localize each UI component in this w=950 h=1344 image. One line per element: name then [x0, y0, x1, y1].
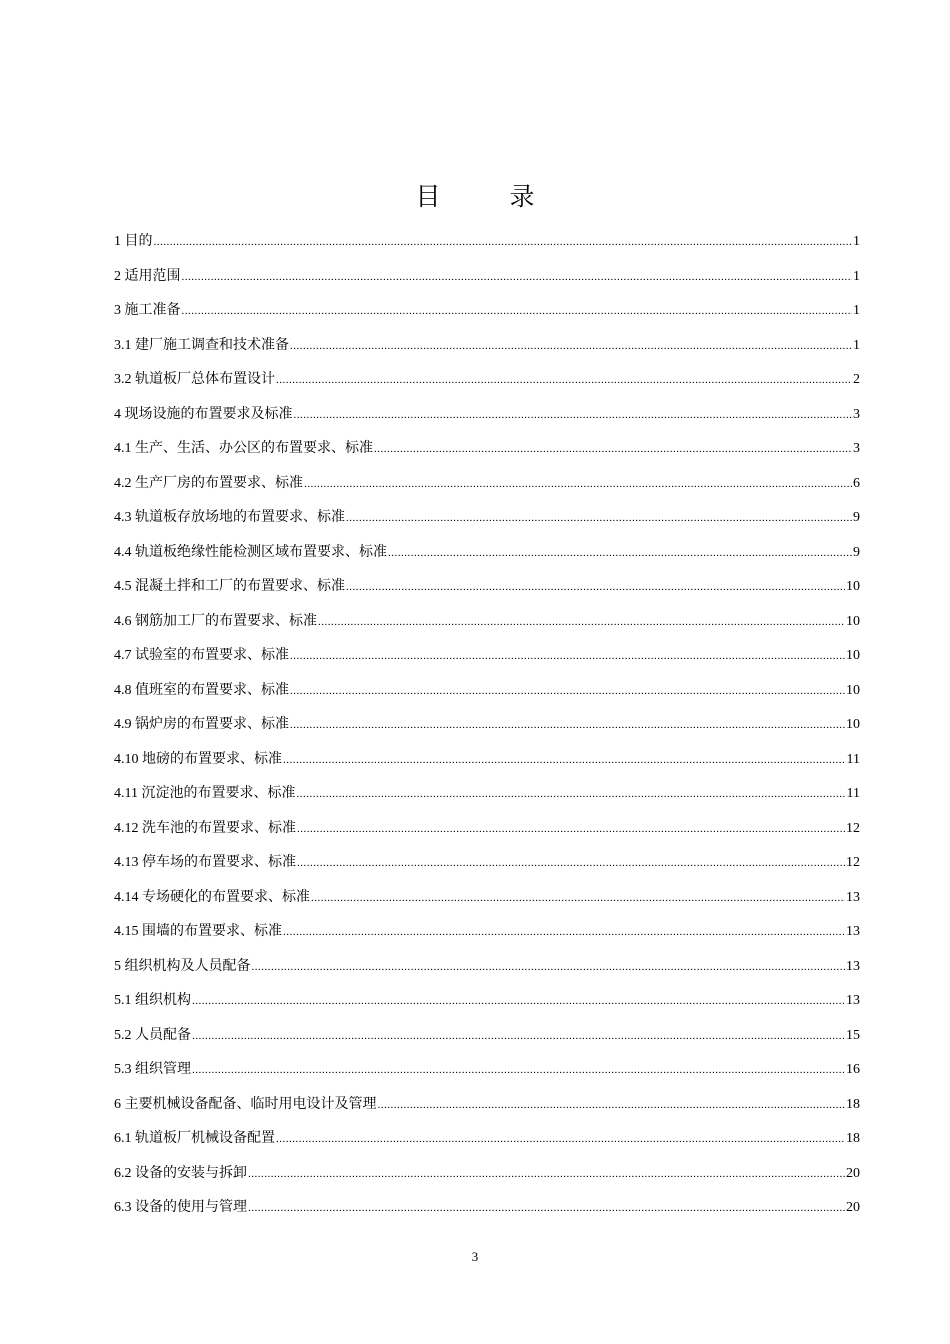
toc-entry-label: 1 目的	[114, 234, 153, 249]
toc-dot-leader	[346, 505, 852, 531]
toc-entry[interactable]	[114, 954, 860, 989]
toc-entry[interactable]	[114, 712, 860, 747]
toc-entry-page: 11	[846, 786, 860, 801]
toc-entry-page: 3	[853, 441, 860, 456]
toc-entry-page: 6	[853, 475, 860, 491]
toc-entry[interactable]	[114, 1092, 860, 1127]
toc-entry[interactable]	[114, 919, 860, 954]
toc-dot-leader	[182, 298, 853, 324]
toc-entry-page: 20	[846, 1165, 860, 1181]
toc-entry[interactable]	[114, 988, 860, 1023]
toc-dot-leader	[276, 1126, 845, 1152]
toc-entry[interactable]	[114, 643, 860, 678]
toc-entry-label: 5.3 组织管理	[114, 1062, 191, 1077]
toc-dot-leader	[346, 574, 845, 600]
toc-entry-page: 9	[853, 544, 860, 560]
toc-entry[interactable]	[114, 781, 860, 816]
toc-entry[interactable]	[114, 1161, 860, 1196]
toc-entry-label: 4.5 混凝土拌和工厂的布置要求、标准	[114, 579, 345, 594]
toc-entry[interactable]	[114, 885, 860, 920]
toc-entry-label: 6 主要机械设备配备、临时用电设计及管理	[114, 1096, 377, 1112]
toc-entry-page: 10	[846, 613, 860, 629]
toc-entry-page: 11	[846, 751, 860, 767]
toc-entry[interactable]	[114, 1057, 860, 1092]
toc-dot-leader	[297, 850, 845, 876]
toc-entry-label: 3.2 轨道板厂总体布置设计	[114, 372, 275, 387]
toc-entry[interactable]	[114, 229, 860, 264]
page-number: 3	[471, 1249, 479, 1264]
toc-entry-page: 12	[846, 820, 860, 836]
toc-entry[interactable]	[114, 298, 860, 333]
toc-entry-page: 1	[853, 337, 860, 353]
toc-entry-label: 6.3 设备的使用与管理	[114, 1200, 247, 1215]
toc-entry-label: 2 适用范围	[114, 268, 181, 284]
toc-entry[interactable]	[114, 1195, 860, 1230]
toc-dot-leader	[248, 1161, 845, 1187]
toc-entry-page: 20	[846, 1200, 860, 1215]
toc-entry-page: 2	[853, 372, 860, 387]
toc-entry-page: 16	[846, 1062, 860, 1077]
toc-dot-leader	[252, 954, 846, 980]
toc-entry[interactable]	[114, 747, 860, 782]
toc-entry-label: 4.8 值班室的布置要求、标准	[114, 682, 289, 698]
toc-entry-label: 4.4 轨道板绝缘性能检测区域布置要求、标准	[114, 544, 387, 560]
toc-dot-leader	[182, 264, 853, 290]
toc-entry-page: 3	[853, 406, 860, 422]
toc-entry-page: 13	[846, 889, 860, 905]
toc-entry[interactable]	[114, 850, 860, 885]
toc-entry-label: 6.2 设备的安装与拆卸	[114, 1165, 247, 1181]
toc-dot-leader	[290, 678, 845, 704]
toc-dot-leader	[290, 712, 845, 738]
toc-dot-leader	[297, 816, 845, 842]
toc-entry[interactable]	[114, 367, 860, 402]
toc-entry-page: 13	[846, 958, 860, 974]
toc-dot-leader	[304, 471, 852, 497]
toc-entry-label: 4.10 地磅的布置要求、标准	[114, 751, 282, 767]
toc-entry[interactable]	[114, 264, 860, 299]
toc-dot-leader	[283, 919, 845, 945]
toc-entry-page: 10	[846, 579, 860, 594]
toc-dot-leader	[290, 333, 852, 359]
toc-entry-page: 9	[853, 510, 860, 525]
toc-entry[interactable]	[114, 609, 860, 644]
toc-dot-leader	[283, 747, 846, 773]
toc-entry-page: 1	[853, 268, 860, 284]
toc-entry-page: 10	[846, 682, 860, 698]
toc-dot-leader	[294, 402, 853, 428]
toc-entry-page: 1	[853, 234, 860, 249]
toc-dot-leader	[318, 609, 845, 635]
toc-entry-label: 6.1 轨道板厂机械设备配置	[114, 1131, 275, 1146]
toc-entry-label: 4.7 试验室的布置要求、标准	[114, 648, 289, 663]
toc-dot-leader	[388, 540, 852, 566]
toc-dot-leader	[154, 229, 853, 255]
toc-entry-label: 4.12 洗车池的布置要求、标准	[114, 820, 296, 836]
toc-entry-page: 1	[853, 303, 860, 318]
toc-entry-label: 4.11 沉淀池的布置要求、标准	[114, 786, 296, 801]
toc-entry-page: 18	[846, 1131, 860, 1146]
table-of-contents	[114, 229, 860, 1230]
toc-dot-leader	[378, 1092, 846, 1118]
toc-dot-leader	[311, 885, 845, 911]
toc-dot-leader	[296, 781, 845, 807]
toc-dot-leader	[192, 988, 845, 1014]
toc-entry-label: 3.1 建厂施工调查和技术准备	[114, 337, 289, 353]
toc-entry[interactable]	[114, 574, 860, 609]
page-title: 目 录	[415, 182, 557, 211]
toc-entry-label: 4.1 生产、生活、办公区的布置要求、标准	[114, 441, 373, 456]
toc-entry-label: 4.14 专场硬化的布置要求、标准	[114, 889, 310, 905]
toc-entry[interactable]	[114, 1126, 860, 1161]
toc-entry-label: 4 现场设施的布置要求及标准	[114, 406, 293, 422]
toc-entry-label: 4.6 钢筋加工厂的布置要求、标准	[114, 613, 317, 629]
toc-entry[interactable]	[114, 505, 860, 540]
toc-entry-label: 5 组织机构及人员配备	[114, 958, 251, 974]
toc-entry-label: 4.3 轨道板存放场地的布置要求、标准	[114, 510, 345, 525]
toc-entry-label: 5.1 组织机构	[114, 993, 191, 1008]
toc-entry-page: 13	[846, 924, 860, 939]
toc-entry-label: 4.13 停车场的布置要求、标准	[114, 855, 296, 870]
toc-entry-label: 5.2 人员配备	[114, 1027, 191, 1043]
toc-entry-page: 13	[846, 993, 860, 1008]
toc-entry[interactable]	[114, 678, 860, 713]
toc-dot-leader	[248, 1195, 845, 1221]
toc-dot-leader	[290, 643, 845, 669]
toc-entry-label: 4.15 围墙的布置要求、标准	[114, 924, 282, 939]
toc-entry-label: 3 施工准备	[114, 303, 181, 318]
toc-entry-page: 15	[846, 1027, 860, 1043]
toc-entry-label: 4.9 锅炉房的布置要求、标准	[114, 717, 289, 732]
toc-entry-page: 10	[846, 648, 860, 663]
toc-entry-page: 10	[846, 717, 860, 732]
toc-entry[interactable]	[114, 540, 860, 575]
toc-dot-leader	[192, 1057, 845, 1083]
toc-entry[interactable]	[114, 1023, 860, 1058]
toc-entry[interactable]	[114, 816, 860, 851]
toc-dot-leader	[374, 436, 852, 462]
toc-dot-leader	[276, 367, 852, 393]
toc-entry-label: 4.2 生产厂房的布置要求、标准	[114, 475, 303, 491]
toc-entry[interactable]	[114, 333, 860, 368]
toc-entry-page: 18	[846, 1096, 860, 1112]
toc-dot-leader	[192, 1023, 845, 1049]
toc-entry[interactable]	[114, 402, 860, 437]
toc-entry[interactable]	[114, 471, 860, 506]
toc-entry[interactable]	[114, 436, 860, 471]
toc-entry-page: 12	[846, 855, 860, 870]
